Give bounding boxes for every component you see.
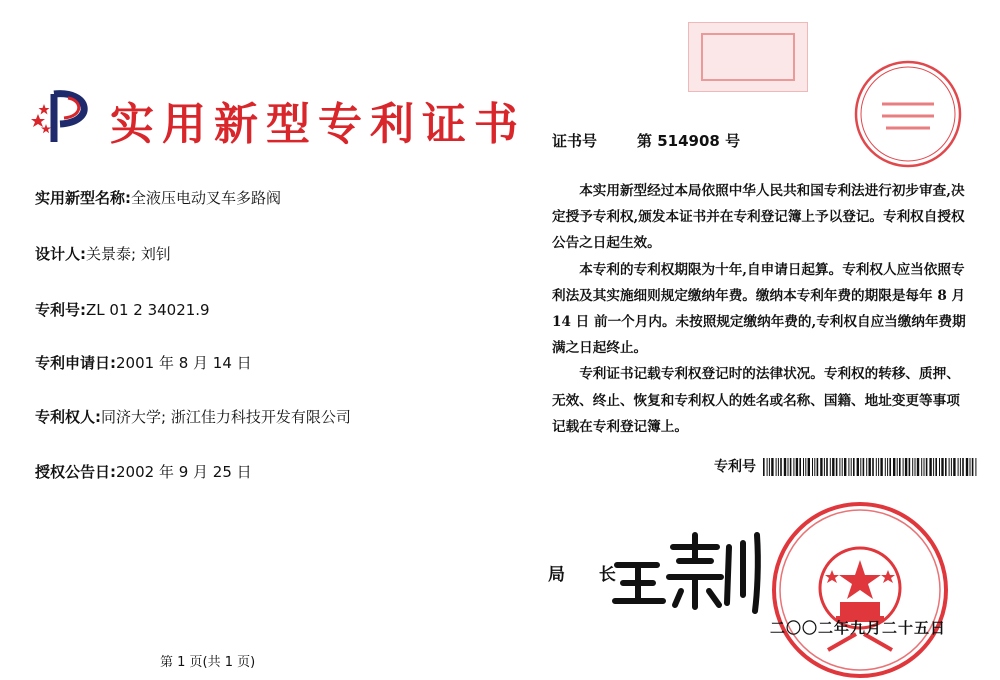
barcode-bar	[780, 458, 782, 476]
page-number: 第 1 页(共 1 页)	[160, 655, 256, 670]
barcode-bar	[857, 458, 859, 476]
barcode-bar	[848, 458, 849, 476]
barcode-bar	[953, 458, 955, 476]
body-paragraph: 本专利的专利权期限为十年,自申请日起算。专利权人应当依照专利法及其实施细则规定缴纳年费。缴纳本专利年费的期限是每年 8 月 14 日 前一个月内。未按照规定缴纳年费的,专利权自应当缴纳年费期满之日起终止。	[552, 261, 966, 357]
barcode-bar	[808, 458, 810, 476]
barcode-bar	[776, 458, 777, 476]
barcode-bar	[790, 458, 792, 476]
barcode-bar	[876, 458, 877, 476]
barcode-bar	[924, 458, 925, 476]
barcode-bar	[842, 458, 843, 476]
tax-seal-icon	[852, 58, 964, 170]
barcode-bar	[830, 458, 831, 476]
barcode-bar	[851, 458, 852, 476]
barcode-bar	[949, 458, 950, 476]
barcode-bar	[820, 458, 822, 476]
field-label: 专利号:	[35, 301, 86, 319]
issue-date: 二〇〇二年九月二十五日	[770, 619, 947, 637]
barcode-bar	[853, 458, 855, 476]
barcode	[763, 458, 977, 476]
field-patentee	[35, 406, 351, 427]
barcode-bar	[836, 458, 838, 476]
barcode-bar	[817, 458, 819, 476]
barcode-bar	[763, 458, 765, 476]
field-label: 实用新型名称:	[35, 189, 131, 207]
barcode-bar	[962, 458, 964, 476]
barcode-bar	[972, 458, 974, 476]
barcode-bar	[799, 458, 801, 476]
barcode-bar	[966, 458, 968, 476]
field-utility-model-name	[35, 187, 281, 208]
barcode-bar	[909, 458, 911, 476]
field-value: ZL 01 2 34021.9	[86, 301, 210, 319]
field-value: 同济大学; 浙江佳力科技开发有限公司	[101, 408, 351, 426]
barcode-bar	[880, 458, 882, 476]
barcode-bar	[767, 458, 768, 476]
body-paragraph: 本实用新型经过本局依照中华人民共和国专利法进行初步审查,决定授予专利权,颁发本证书并在专利登记簿上予以登记。专利权自授权公告之日起生效。	[552, 183, 965, 252]
certificate-title: 实用新型专利证书	[110, 99, 526, 150]
barcode-bar	[899, 458, 901, 476]
barcode-bar	[832, 458, 834, 476]
director-title: 局 长	[548, 565, 630, 585]
field-patent-number	[35, 299, 210, 320]
director-signature	[605, 525, 765, 615]
barcode-label: 专利号	[714, 459, 756, 475]
barcode-bar	[778, 458, 779, 476]
barcode-bar	[839, 458, 840, 476]
national-ipo-seal-icon	[770, 500, 950, 680]
barcode-bar	[975, 458, 976, 476]
barcode-bar	[929, 458, 931, 476]
field-label: 专利权人:	[35, 408, 101, 426]
patent-office-logo	[30, 80, 100, 150]
barcode-bar	[771, 458, 773, 476]
field-designer	[35, 243, 171, 264]
barcode-bar	[878, 458, 879, 476]
barcode-bar	[826, 458, 828, 476]
barcode-bar	[970, 458, 971, 476]
barcode-bar	[941, 458, 943, 476]
barcode-bar	[866, 458, 867, 476]
field-value: 2001 年 8 月 14 日	[116, 354, 252, 372]
barcode-bar	[893, 458, 895, 476]
barcode-bar	[814, 458, 815, 476]
barcode-bar	[889, 458, 891, 476]
certificate-number-label: 证书号	[552, 132, 598, 150]
barcode-bar	[803, 458, 804, 476]
field-application-date	[35, 352, 252, 373]
barcode-bar	[887, 458, 888, 476]
field-label: 专利申请日:	[35, 354, 116, 372]
barcode-bar	[844, 458, 846, 476]
barcode-bar	[935, 458, 937, 476]
barcode-bar	[905, 458, 907, 476]
barcode-bar	[917, 458, 919, 476]
barcode-bar	[945, 458, 947, 476]
barcode-bar	[939, 458, 940, 476]
barcode-bar	[885, 458, 886, 476]
certificate-number-value: 第 514908 号	[637, 132, 741, 150]
barcode-bar	[960, 458, 961, 476]
barcode-bar	[824, 458, 825, 476]
barcode-bar	[903, 458, 904, 476]
barcode-bar	[812, 458, 813, 476]
body-paragraph: 专利证书记载专利权登记时的法律状况。专利权的转移、质押、无效、终止、恢复和专利权人的姓名或名称、国籍、地址变更等事项记载在专利登记簿上。	[552, 366, 960, 435]
barcode-bar	[869, 458, 871, 476]
barcode-bar	[921, 458, 922, 476]
certificate-body	[552, 178, 967, 440]
barcode-bar	[863, 458, 865, 476]
barcode-bar	[915, 458, 916, 476]
revenue-stamp	[688, 22, 808, 92]
field-grant-announcement-date	[35, 461, 252, 482]
barcode-bar	[788, 458, 789, 476]
barcode-bar	[784, 458, 786, 476]
field-value: 关景泰; 刘钊	[86, 245, 171, 263]
barcode-bar	[796, 458, 798, 476]
field-label: 授权公告日:	[35, 463, 116, 481]
field-value: 全液压电动叉车多路阀	[131, 189, 282, 207]
barcode-bar	[769, 458, 770, 476]
field-label: 设计人:	[35, 245, 86, 263]
barcode-bar	[793, 458, 794, 476]
barcode-bar	[912, 458, 913, 476]
barcode-bar	[805, 458, 806, 476]
barcode-bar	[860, 458, 861, 476]
barcode-bar	[926, 458, 928, 476]
field-value: 2002 年 9 月 25 日	[116, 463, 252, 481]
barcode-bar	[958, 458, 959, 476]
certificate-number	[552, 130, 740, 151]
barcode-bar	[951, 458, 952, 476]
barcode-bar	[933, 458, 934, 476]
barcode-bar	[897, 458, 898, 476]
barcode-bar	[872, 458, 874, 476]
